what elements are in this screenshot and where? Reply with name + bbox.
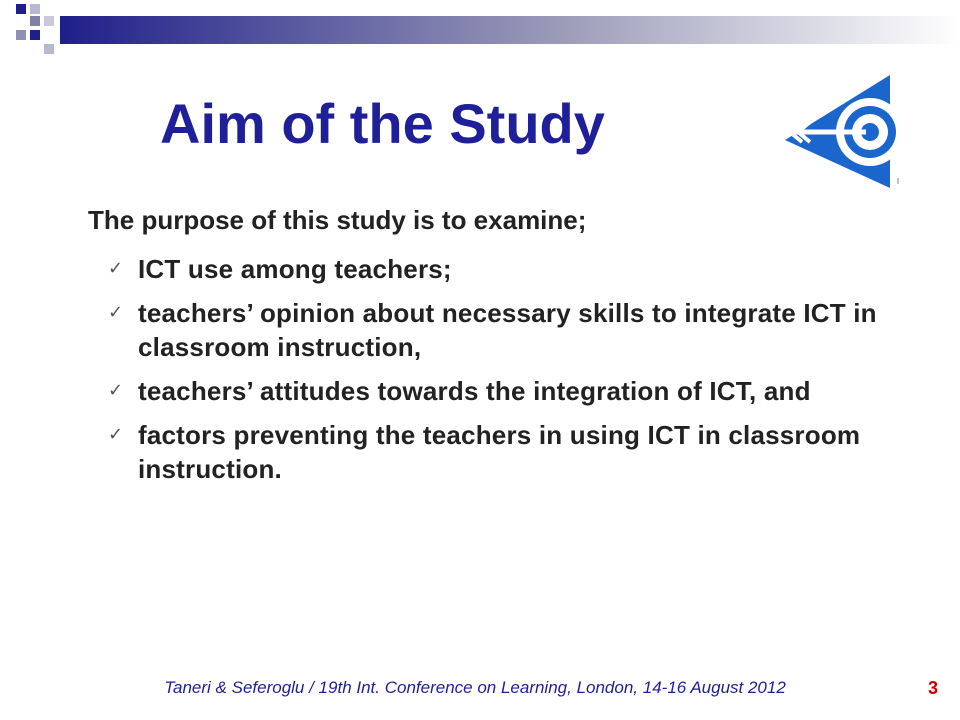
footer-citation: Taneri & Seferoglu / 19th Int. Conference on Learning, London, 14-16 August 2012	[164, 678, 786, 697]
bullet-text: factors preventing the teachers in using ICT in classroom instruction.	[138, 420, 861, 484]
bullet-text: teachers’ opinion about necessary skills to integrate ICT in classroom instruction,	[138, 298, 877, 362]
header-square	[16, 30, 26, 40]
page-number: 3	[928, 678, 939, 698]
bullet-item	[88, 374, 908, 408]
target-arrow-icon	[770, 70, 910, 190]
checkmark-icon: ✓	[108, 258, 124, 279]
header-square	[30, 30, 40, 40]
bullet-item	[88, 252, 908, 286]
header-gradient-bar	[60, 16, 960, 44]
bullet-list	[88, 252, 908, 486]
slide-body	[88, 198, 908, 496]
checkmark-icon: ✓	[108, 424, 124, 445]
bullet-text: ICT use among teachers;	[138, 254, 452, 284]
header-square	[30, 4, 40, 14]
header-decoration	[0, 0, 960, 60]
slide-title: Aim of the Study	[160, 92, 605, 155]
header-square	[44, 44, 54, 54]
header-square	[16, 4, 26, 14]
bullet-text: teachers’ attitudes towards the integration of ICT, and	[138, 376, 811, 406]
checkmark-icon: ✓	[108, 302, 124, 323]
bullet-item	[88, 296, 908, 364]
checkmark-icon: ✓	[108, 380, 124, 401]
header-square	[30, 16, 40, 26]
header-square	[44, 16, 54, 26]
bullet-item	[88, 418, 908, 486]
intro-text: The purpose of this study is to examine;	[88, 205, 587, 235]
